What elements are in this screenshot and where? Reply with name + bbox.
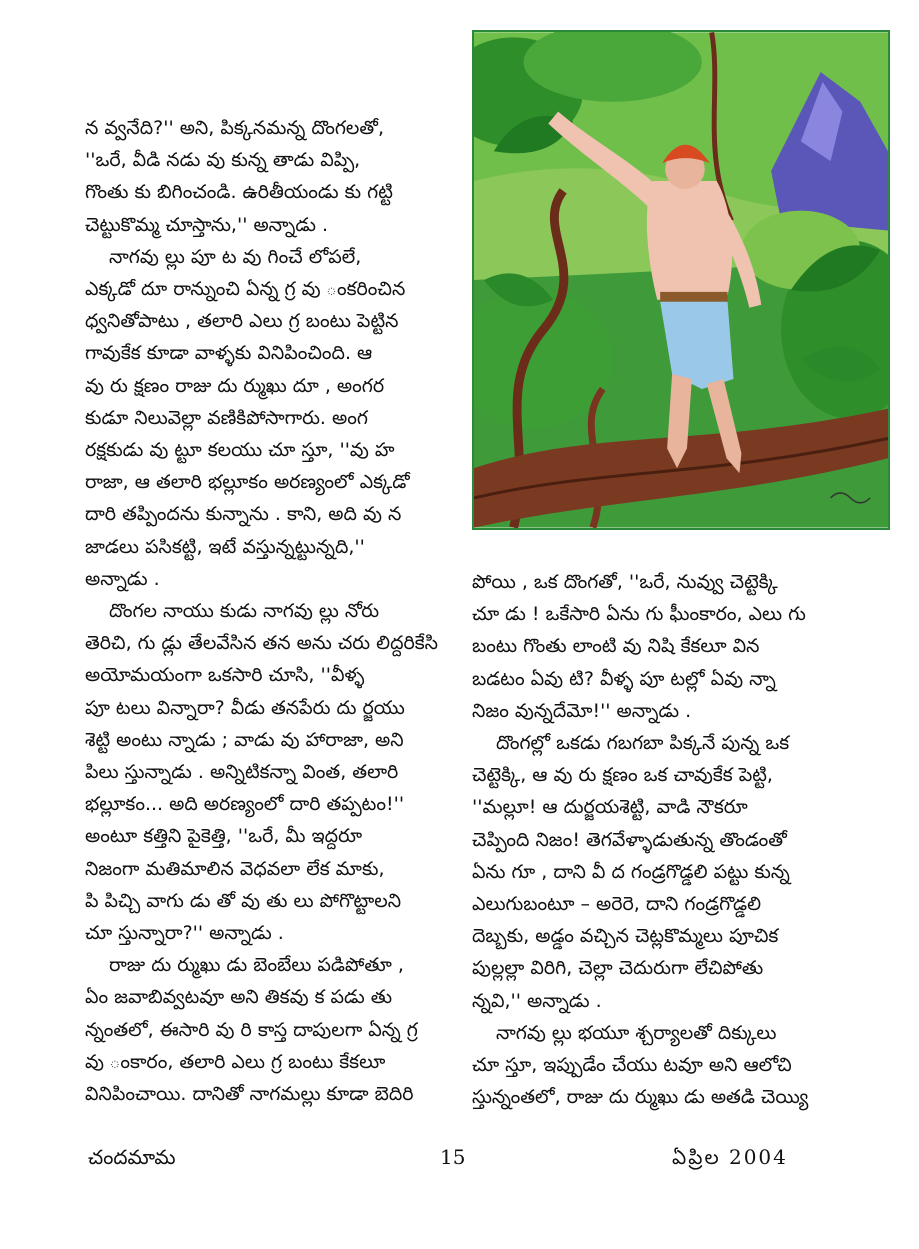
- text-line: బంటు గొంతు లాంటి వు నిషి కేకలూ విన: [472, 635, 760, 658]
- text-line: న్నవి,'' అన్నాడు .: [472, 989, 602, 1012]
- text-line: నిజంగా మతిమాలిన వెధవలా లేక మాకు,: [85, 857, 385, 880]
- text-line: ఎలుగుబంటూ – అరెరె, దాని గండ్రగొడ్డలి: [472, 893, 762, 916]
- text-line: పోయి , ఒక దొంగతో, ''ఒరే, నువ్వు చెట్టెక్కి: [472, 571, 778, 593]
- text-line: దారి తప్పిందను కున్నాను . కాని, అది వు న: [85, 503, 402, 526]
- text-line: కుడూ నిలువెల్లా వణికిపోసాగారు. అంగ: [85, 406, 368, 429]
- text-line: బడటం ఏవు టి? వీళ్ళ పూ టల్లో ఏవు న్నా: [472, 667, 776, 690]
- text-line: వు రు క్షణం రాజు దు ర్ముఖు దూ , అంగర: [85, 374, 385, 397]
- text-line: ''ఒరే, వీడి నడు వు కున్న తాడు విప్పి,: [85, 149, 361, 172]
- text-line: చెప్పింది నిజం! తెగవేళ్ళాడుతున్న తొండంతో: [472, 828, 787, 851]
- text-line: భల్లూకం... అది అరణ్యంలో దారి తప్పటం!'': [85, 793, 405, 816]
- text-line: చెట్టెక్కి, ఆ వు రు క్షణం ఒక చావుకేక పెట్టి,: [472, 764, 773, 787]
- text-line: దెబ్బకు, అడ్డం వచ్చిన చెట్లకొమ్మలు పూచిక: [472, 925, 779, 948]
- text-line: నిజం వున్నదేమో!'' అన్నాడు .: [472, 699, 692, 722]
- text-line: పిలు స్తున్నాడు . అన్నిటికన్నా వింత, తలారి: [85, 761, 399, 784]
- left-text-column: [85, 112, 453, 1110]
- right-text-column: [472, 566, 824, 1113]
- text-line: గావుకేక కూడా వాళ్ళకు వినిపించింది. ఆ: [85, 342, 373, 365]
- text-line: ఎక్కడో దూ రాన్నుంచి ఏన్న గ్ర వు ంకరించిన: [85, 278, 406, 301]
- forest-man-illustration: [472, 30, 890, 530]
- text-line: రాజు దు ర్ముఖు డు బెంబేలు పడిపోతూ ,: [109, 954, 404, 977]
- text-line: దొంగల నాయు కుడు నాగవు ల్లు నోరు: [109, 600, 380, 623]
- text-line: ఏను గూ , దాని వీ ద గండ్రగొడ్డలి పట్టు కున్న: [472, 860, 790, 883]
- text-line: నాగవు ల్లు పూ ట వు గించే లోపలే,: [109, 245, 362, 268]
- text-line: రాజా, ఆ తలారి భల్లూకం అరణ్యంలో ఎక్కడో: [85, 471, 410, 494]
- text-line: వినిపించాయి. దానితో నాగమల్లు కూడా బెదిరి: [85, 1083, 414, 1106]
- text-line: వు ంకారం, తలారి ఎలు గ్ర బంటు కేకలూ: [85, 1050, 386, 1073]
- text-line: పుల్లల్లా విరిగి, చెల్లా చెదురుగా లేచిపోతు: [472, 957, 764, 980]
- text-line: నాగవు ల్లు భయూ శ్చర్యాలతో దిక్కులు: [496, 1021, 777, 1044]
- text-line: అయోమయంగా ఒకసారి చూసి, ''వీళ్ళ: [85, 664, 365, 687]
- text-line: అన్నాడు .: [85, 567, 160, 590]
- text-line: పూ టలు విన్నారా? వీడు తనపేరు దు ర్జయు: [85, 696, 405, 719]
- text-line: చూ డు ! ఒకేసారి ఏను గు ఘీంకారం, ఎలు గు: [472, 603, 806, 626]
- text-line: తెరిచి, గు డ్లు తేలవేసిన తన అను చరు లిద్దరికేసి: [85, 632, 439, 655]
- text-line: శెట్టి అంటు న్నాడు ; వాడు వు హారాజా, అని: [85, 728, 404, 751]
- text-line: దొంగల్లో ఒకడు గబగబా పిక్కనే పున్న ఒక: [496, 732, 790, 755]
- text-line: స్తున్నంతలో, రాజు దు ర్ముఖు డు అతడి చెయ్యి: [472, 1086, 809, 1109]
- text-line: రక్షకుడు వు ట్టూ కలయు చూ స్తూ, ''వు హ: [85, 439, 395, 462]
- text-line: అంటూ కత్తిని పైకెత్తి, ''ఒరే, మీ ఇద్దరూ: [85, 825, 363, 848]
- text-line: ''మల్లూ! ఆ దుర్జయశెట్టి, వాడి నౌకరూ: [472, 796, 748, 819]
- text-line: న వ్వనేది?'' అని, పిక్కనమన్న దొంగలతో,: [85, 117, 384, 139]
- footer-magazine-name: చందమామ: [88, 1145, 176, 1169]
- text-line: గొంతు కు బిగించండి. ఉరితీయండు కు గట్టి: [85, 181, 393, 204]
- text-line: చెట్టుకొమ్మ చూస్తాను,'' అన్నాడు .: [85, 213, 329, 236]
- footer-issue-date: ఏప్రిల 2004: [672, 1145, 788, 1169]
- text-line: చూ స్తున్నారా?'' అన్నాడు .: [85, 922, 284, 945]
- text-line: చూ స్తూ, ఇప్పుడేం చేయు టవూ అని ఆలోచి: [472, 1054, 792, 1077]
- text-line: న్నంతలో, ఈసారి వు రి కాస్త దాపులగా ఏన్న గ్ర: [85, 1018, 418, 1041]
- text-line: జాడలు పసికట్టి, ఇటే వస్తున్నట్టున్నది,'': [85, 535, 365, 558]
- text-line: ధ్వనితోపాటు , తలారి ఎలు గ్ర బంటు పెట్టిన: [85, 310, 399, 333]
- text-line: పి పిచ్చి వాగు డు తో వు తు లు పోగొట్టాలని: [85, 889, 402, 912]
- page-number: 15: [440, 1145, 466, 1169]
- text-line: ఏం జవాబివ్వటవూ అని తికవు క పడు తు: [85, 986, 393, 1009]
